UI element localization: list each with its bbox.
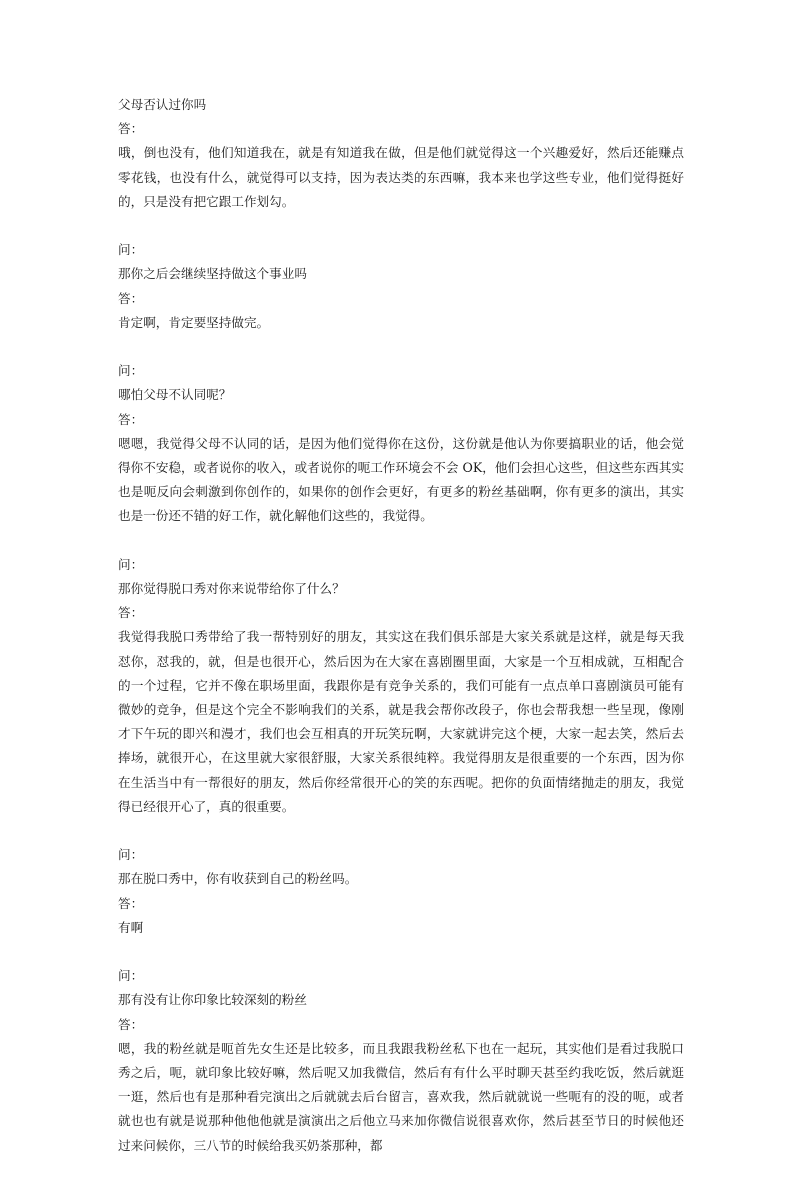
answer-text: 哦，倒也没有，他们知道我在，就是有知道我在做，但是他们就觉得这一个兴趣爱好，然后还能赚点零花钱，也没有什么，就觉得可以支持，因为表达类的东西嘛，我本来也学这些专业，他们觉得挺好的，只是没有把它跟工作划勾。 [118,145,684,209]
answer-label: 答： [118,1016,144,1032]
question-text: 那你之后会继续坚持做这个事业吗 [118,266,307,282]
answer-label: 答： [118,290,144,306]
qa-block-5 [118,843,684,940]
answer-text: 肯定啊，肯定要坚持做完。 [118,314,270,330]
answer-label: 答： [118,411,144,427]
question-label: 问： [118,968,144,984]
answer-label: 答： [118,605,144,621]
question-label: 问： [118,556,144,572]
answer-text: 嗯嗯，我觉得父母不认同的话，是因为他们觉得你在这份，这份就是他认为你要搞职业的话，他会觉得你不安稳，或者说你的收入，或者说你的呃工作环境会不会 OK，他们会担心这些，但这些东西其实也是呃反向会刺激到你创作的，如果你的创作会更好，有更多的粉丝基础啊，你有更多的演出，其实也是一份还不错的好工作，就化解他们这些的，我觉得。 [118,435,684,524]
qa-block-2 [118,238,684,335]
answer-text: 我觉得我脱口秀带给了我一帮特别好的朋友，其实这在我们俱乐部是大家关系就是这样，就是每天我怼你，怼我的，就，但是也很开心，然后因为在大家在喜剧圈里面，大家是一个互相成就，互相配合的一个过程，它并不像在职场里面，我跟你是有竞争关系的，我们可能有一点点单口喜剧演员可能有微妙的竞争，但是这个完全不影响我们的关系，就是我会帮你改段子，你也会帮我想一些呈现，像刚才下午玩的即兴和漫才，我们也会互相真的开玩笑玩啊，大家就讲完这个梗，大家一起去笑，然后去捧场，就很开心，在这里就大家很舒服，大家关系很纯粹。我觉得朋友是很重要的一个东西，因为你在生活当中有一帮很好的朋友，然后你经常很开心的笑的东西呢。把你的负面情绪抛走的朋友，我觉得已经很开心了，真的很重要。 [118,629,684,814]
question-text: 那在脱口秀中，你有收获到自己的粉丝吗。 [118,871,358,887]
qa-block-4 [118,553,684,819]
question-label: 问： [118,847,144,863]
answer-label: 答： [118,121,144,137]
qa-block-3 [118,359,684,528]
answer-label: 答： [118,895,144,911]
question-text: 哪怕父母不认同呢？ [118,387,232,403]
interview-transcript [118,93,684,1182]
question-label: 问： [118,242,144,258]
answer-text: 有啊 [118,919,144,935]
question-label: 问： [118,363,144,379]
qa-block-6 [118,964,684,1158]
question-text: 那有没有让你印象比较深刻的粉丝 [118,992,307,1008]
question-text: 父母否认过你吗 [118,97,207,112]
qa-block-1 [118,93,684,214]
question-text: 那你觉得脱口秀对你来说带给你了什么？ [118,581,345,597]
answer-text: 嗯，我的粉丝就是呃首先女生还是比较多，而且我跟我粉丝私下也在一起玩，其实他们是看过我脱口秀之后，呃，就印象比较好嘛，然后呢又加我微信，然后有有什么平时聊天甚至约我吃饭，然后就逛一逛，然后也有是那种看完演出之后就就去后台留言，喜欢我，然后就就说一些呃有的没的呃，或者就也也有就是说那种他他他就是演演出之后他立马来加你微信说很喜欢你，然后甚至节日的时候他还过来问候你，三八节的时候给我买奶茶那种，都 [118,1040,684,1153]
